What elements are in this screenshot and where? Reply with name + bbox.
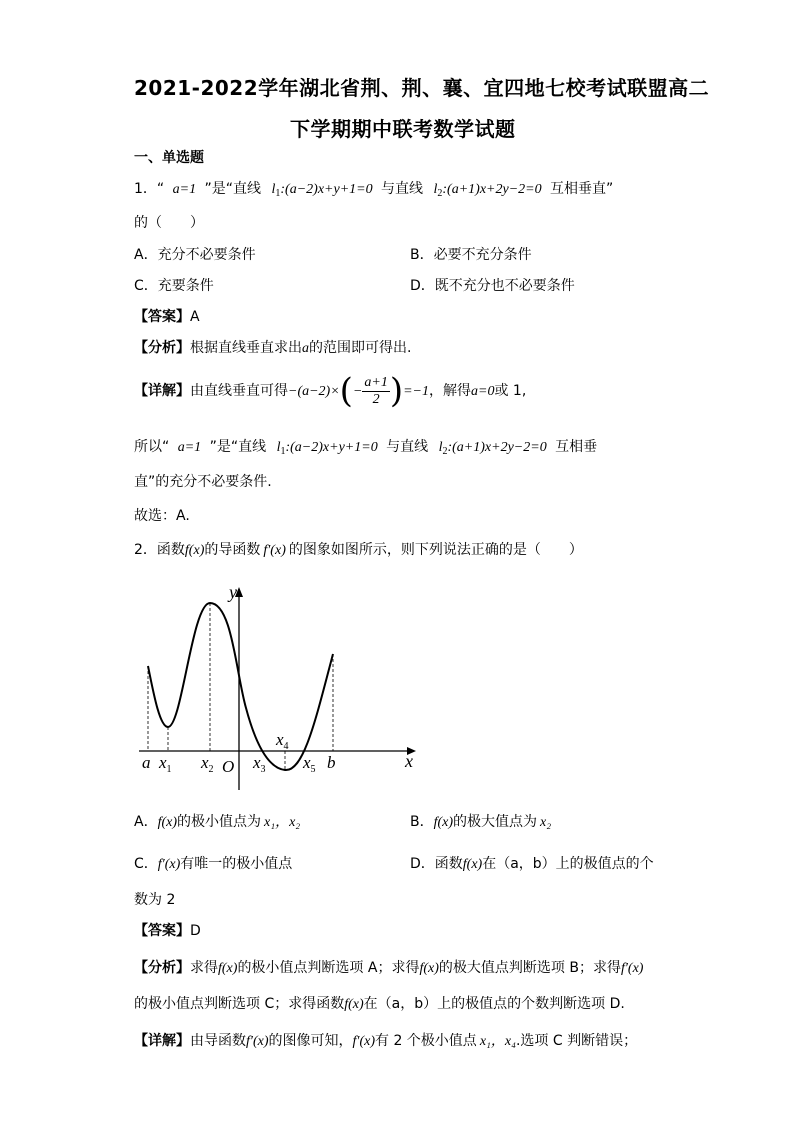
label-x: x [405, 751, 413, 771]
q2-stem [134, 539, 583, 559]
answer-value: A [190, 309, 200, 325]
label-x4: $x_4$ [276, 730, 289, 752]
q1-stem-line2: 的（ ） [134, 215, 204, 231]
q2-analysis-line1: 【分析】求得f(x)的极小值点判断选项 A；求得f(x)的极大值点判断选项 B；求得f′(x) [134, 960, 644, 976]
q1-stem-line1 [134, 178, 613, 199]
q1-detail: 【详解】由直线垂直可得−(a−2)×(− $\frac{a+1}{2}$ )=−1，解得a=0或 1, [134, 371, 527, 411]
so-mid2: 与直线 [386, 439, 429, 455]
q2-stem-pre: 2．函数 [134, 542, 185, 558]
detail-expr2: =−1 [403, 384, 430, 399]
q1-tail: 互相垂直” [550, 181, 614, 197]
so-l2: $l_2:(a+1)x+2y-2=0$ [438, 440, 547, 457]
q1-mid1: ”是“直线 [204, 181, 262, 197]
detail-text: 由直线垂直可得 [190, 383, 288, 399]
q1-option-a: A．充分不必要条件 [134, 247, 256, 263]
q2-stem-post: 的图象如图所示，则下列说法正确的是（ ） [288, 542, 583, 558]
q2-option-b: B．f(x)的极大值点为 x₂ [410, 814, 552, 830]
detail-solution: a=0 [471, 384, 495, 399]
paper-title-line1: 2021-2022学年湖北省荆、荆、襄、宜四地七校考试联盟高二 [134, 76, 710, 100]
q1-option-c: C．充要条件 [134, 278, 214, 294]
q1-condition: a=1 [172, 182, 197, 197]
q1-so-line1 [134, 436, 597, 457]
q2-analysis-line2: 的极小值点判断选项 C；求得函数f(x)在（a，b）上的极值点的个数判断选项 D. [134, 996, 625, 1012]
so-tail: 互相垂 [555, 439, 598, 455]
q1-answer [134, 306, 200, 326]
q2-f: f(x) [184, 543, 205, 558]
detail-or: 或 1, [494, 383, 527, 399]
so-l1: $l_1:(a-2)x+y+1=0$ [276, 440, 378, 457]
detail-expr1: −(a−2)× [288, 384, 340, 399]
q2-option-a: A．f(x)的极小值点为 x₁，x₂ [134, 814, 301, 830]
detail-fraction: $\frac{a+1}{2}$ [364, 374, 388, 407]
label-a: a [142, 753, 151, 772]
q1-mid2: 与直线 [381, 181, 424, 197]
q1-option-d: D．既不充分也不必要条件 [410, 278, 575, 294]
detail-post: ，解得 [429, 383, 472, 399]
q2-stem-mid: 的导函数 [204, 542, 261, 558]
analysis-text-pre: 根据直线垂直求出 [190, 340, 302, 356]
q1-l2: $l_2:(a+1)x+2y-2=0$ [433, 182, 542, 199]
section-heading: 一、单选题 [134, 150, 204, 166]
answer-tag: 【答案】 [134, 309, 190, 325]
label-b: b [327, 753, 336, 772]
derivative-curve [148, 603, 333, 770]
q1-option-b: B．必要不充分条件 [410, 247, 532, 263]
q2-detail: 【详解】由导函数f′(x)的图像可知，f′(x)有 2 个极小值点 x₁，x₄.选项 C 判断错误； [134, 1033, 638, 1049]
detail-tag: 【详解】 [134, 383, 190, 399]
label-x3: $x_3$ [253, 753, 266, 775]
so-mid1: ”是“直线 [209, 439, 267, 455]
analysis-text-post: 的范围即可得出. [309, 340, 412, 356]
q1-analysis [134, 337, 411, 357]
q1-choose: 故选：A. [134, 508, 190, 524]
analysis-var: a [302, 341, 309, 356]
q2-fprime: f′(x) [263, 543, 286, 558]
q2-option-c: C．f′(x)有唯一的极小值点 [134, 856, 293, 872]
label-origin: O [222, 757, 235, 776]
label-y: y [229, 582, 237, 602]
so-pre: 所以“ [134, 439, 170, 455]
derivative-graph [134, 578, 434, 793]
analysis-tag: 【分析】 [134, 340, 190, 356]
q2-option-d-line2: 数为 2 [134, 892, 176, 908]
q1-l1: $l_1:(a-2)x+y+1=0$ [271, 182, 373, 199]
label-x2: $x_2$ [201, 753, 214, 775]
q2-answer: 【答案】D [134, 923, 201, 939]
q1-so-line2: 直”的充分不必要条件. [134, 474, 272, 490]
so-cond: a=1 [177, 440, 202, 455]
q1-number: 1．“ [134, 181, 165, 197]
q2-option-d: D．函数f(x)在（a，b）上的极值点的个 [410, 856, 654, 872]
label-x1: $x_1$ [159, 753, 172, 775]
label-x5: $x_5$ [303, 753, 316, 775]
paper-title-line2: 下学期期中联考数学试题 [290, 117, 516, 141]
